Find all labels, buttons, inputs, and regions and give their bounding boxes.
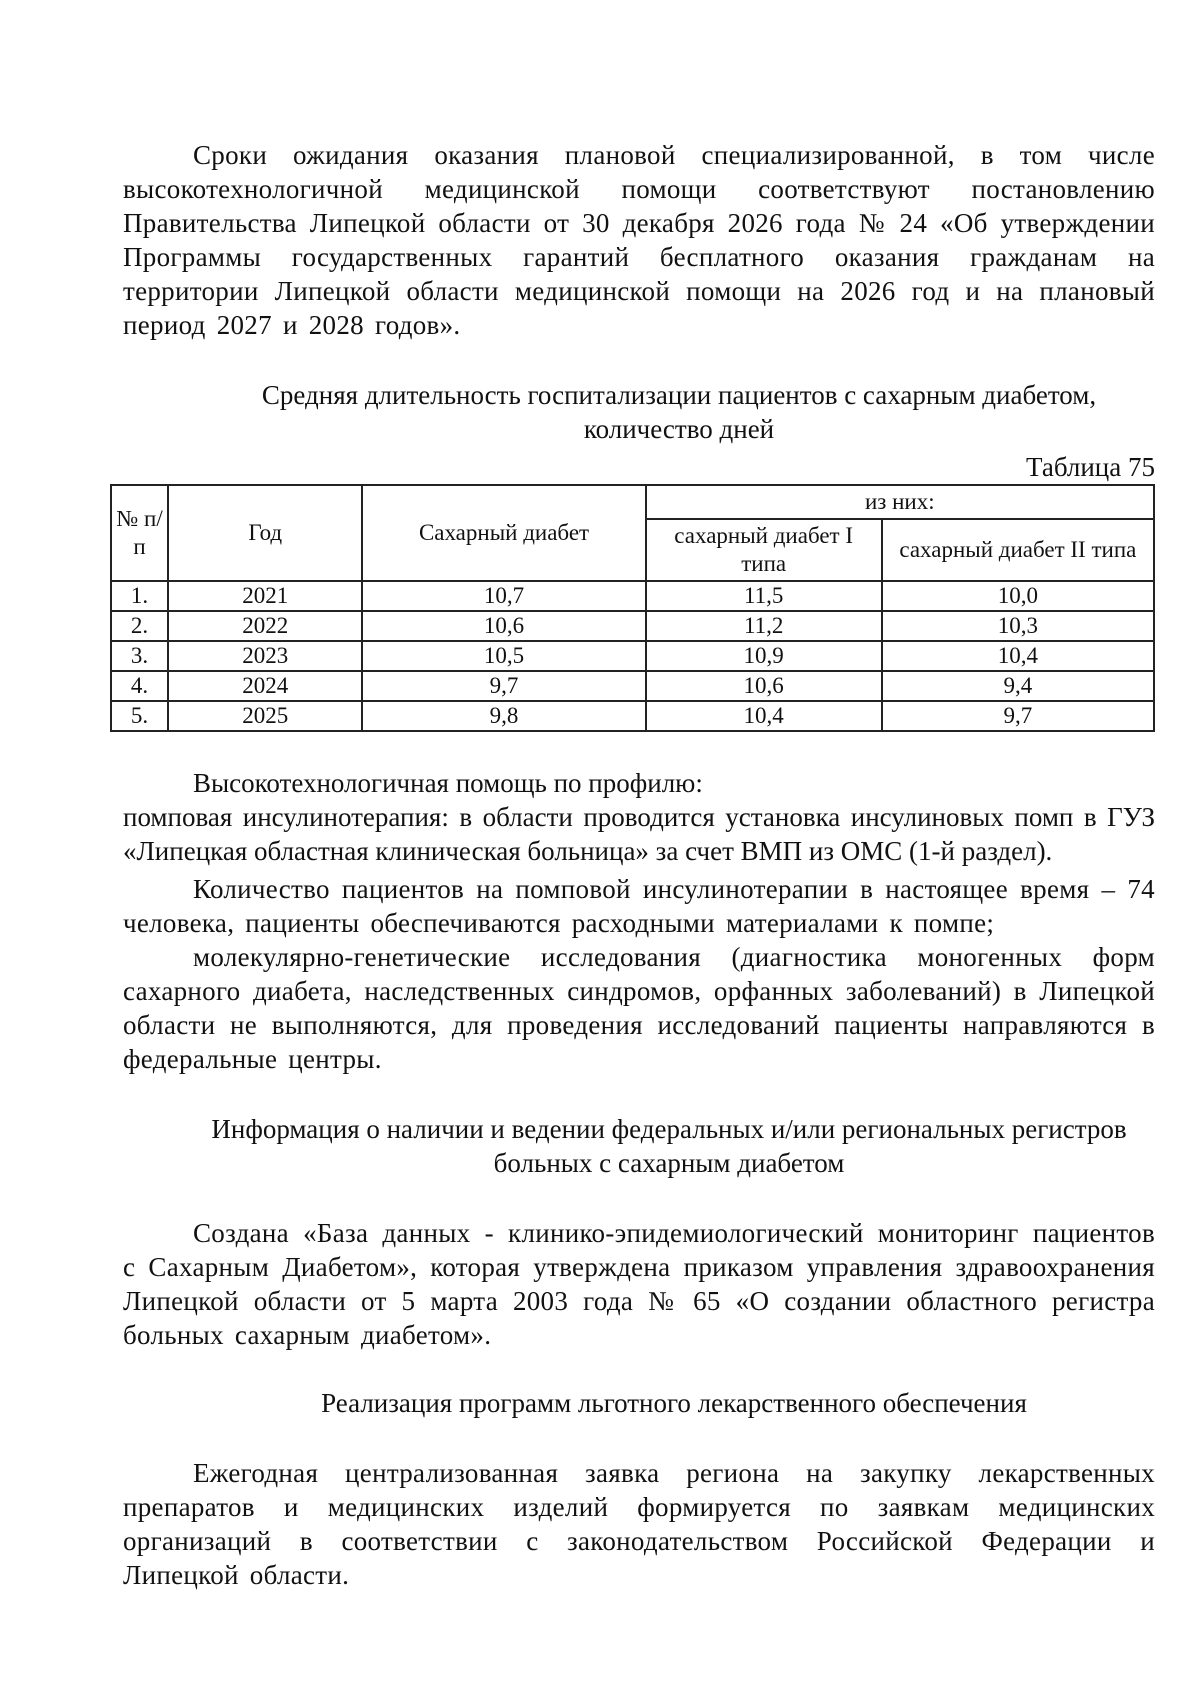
cell-number: 2.	[111, 611, 168, 641]
cell-diabetes: 9,7	[362, 671, 645, 701]
cell-type2: 10,4	[882, 641, 1154, 671]
drugs-paragraph: Ежегодная централизованная заявка региона на закупку лекарственных препаратов и медицинских изделий формируется по заявкам медицинских организаций в соответствии с законодательством Российской Федерации и Липецкой области.	[123, 1458, 1155, 1590]
cell-type2: 9,7	[882, 701, 1154, 731]
registry-heading-line-2: больных с сахарным диабетом	[493, 1148, 845, 1178]
cell-type1: 10,9	[646, 641, 882, 671]
cell-type2: 10,3	[882, 611, 1154, 641]
header-year: Год	[168, 485, 362, 581]
header-type2: сахарный диабет II типа	[882, 519, 1154, 581]
table-title-line-2: количество дней	[583, 414, 775, 444]
genetic-research-paragraph: молекулярно-генетические исследования (диагностика моногенных форм сахарного диабета, наследственных синдромов, орфанных заболеваний) в Липецкой области не выполняются, для проведения исследований пациенты направляются в федеральные центры.	[123, 942, 1155, 1074]
cell-year: 2025	[168, 701, 362, 731]
cell-diabetes: 10,5	[362, 641, 645, 671]
cell-number: 4.	[111, 671, 168, 701]
cell-type2: 10,0	[882, 581, 1154, 611]
cell-year: 2024	[168, 671, 362, 701]
cell-year: 2022	[168, 611, 362, 641]
registry-heading-line-1: Информация о наличии и ведении федеральных и/или региональных регистров	[211, 1114, 1127, 1144]
table-row	[111, 671, 1154, 701]
waiting-times-paragraph: Сроки ожидания оказания плановой специализированной, в том числе высокотехнологичной медицинской помощи соответствуют постановлению Правительства Липецкой области от 30 декабря 2026 года № 24 «Об утверждении Программы государственных гарантий бесплатного оказания гражданам на территории Липецкой области медицинской помощи на 2026 год и на плановый период 2027 и 2028 годов».	[123, 140, 1155, 340]
cell-number: 3.	[111, 641, 168, 671]
header-number: № п/п	[111, 485, 168, 581]
table-title-line-1: Средняя длительность госпитализации пациентов с сахарным диабетом,	[261, 380, 1097, 410]
hitech-paragraph: помповая инсулинотерапия: в области проводится установка инсулиновых помп в ГУЗ «Липецкая областная клиническая больница» за счет ВМП из ОМС (1-й раздел).	[123, 802, 1155, 866]
cell-type1: 11,5	[646, 581, 882, 611]
cell-year: 2021	[168, 581, 362, 611]
drugs-heading: Реализация программ льготного лекарственного обеспечения	[321, 1388, 1027, 1418]
cell-type1: 10,4	[646, 701, 882, 731]
cell-diabetes: 10,7	[362, 581, 645, 611]
cell-type1: 10,6	[646, 671, 882, 701]
table-row	[111, 641, 1154, 671]
table-row	[111, 701, 1154, 731]
table-number: Таблица 75	[1026, 452, 1155, 482]
cell-number: 5.	[111, 701, 168, 731]
table-row	[111, 611, 1154, 641]
cell-type1: 11,2	[646, 611, 882, 641]
header-diabetes: Сахарный диабет	[362, 485, 645, 581]
pump-patients-paragraph: Количество пациентов на помповой инсулинотерапии в настоящее время – 74 человека, пациенты обеспечиваются расходными материалами к помпе;	[123, 874, 1155, 938]
table-row	[111, 581, 1154, 611]
cell-number: 1.	[111, 581, 168, 611]
hitech-title: Высокотехнологичная помощь по профилю:	[193, 768, 703, 798]
registry-paragraph: Создана «База данных - клинико-эпидемиологический мониторинг пациентов с Сахарным Диабетом», которая утверждена приказом управления здравоохранения Липецкой области от 5 марта 2003 года № 65 «О создании областного регистра больных сахарным диабетом».	[123, 1218, 1155, 1350]
cell-diabetes: 9,8	[362, 701, 645, 731]
cell-type2: 9,4	[882, 671, 1154, 701]
header-type1: сахарный диабет I типа	[646, 519, 882, 581]
cell-diabetes: 10,6	[362, 611, 645, 641]
cell-year: 2023	[168, 641, 362, 671]
document-content	[116, 138, 1155, 1592]
header-of-them: из них:	[646, 485, 1154, 519]
hospitalization-table	[110, 484, 1155, 732]
